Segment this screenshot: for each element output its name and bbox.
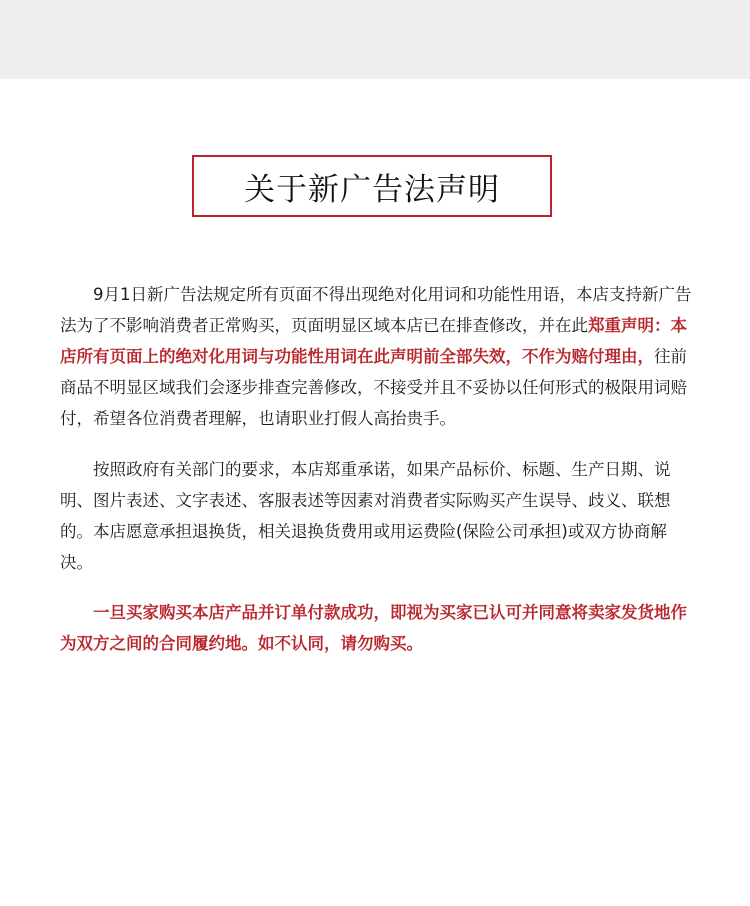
statement-paragraph-2: 按照政府有关部门的要求，本店郑重承诺，如果产品标价、标题、生产日期、说明、图片表述、文字表述、客服表述等因素对消费者实际购买产生误导、歧义、联想的。本店愿意承担退换货，相关退换货费用或用运费险(保险公司承担)或双方协商解决。: [60, 460, 671, 572]
top-gray-band: [0, 0, 750, 79]
statement-paragraph-1: [60, 279, 695, 434]
paragraph-1-outro: 往前商品不明显区域我们会逐步排查完善修改，不接受并且不妥协以任何形式的极限用词赔付，希望各位消费者理解，也请职业打假人高抬贵手。: [60, 347, 687, 428]
title-frame: [192, 155, 552, 217]
paragraph-1-highlight: 郑重声明：本店所有页面上的绝对化用词与功能性用词在此声明前全部失效，不作为赔付理由，: [60, 316, 687, 366]
page-title: 关于新广告法声明: [244, 171, 500, 208]
paragraph-1-intro: 9月1日新广告法规定所有页面不得出现绝对化用词和功能性用语，本店支持新广告法为了不影响消费者正常购买，页面明显区域本店已在排查修改，并在此: [60, 285, 692, 335]
statement-paragraph-3: 一旦买家购买本店产品并订单付款成功，即视为买家已认可并同意将卖家发货地作为双方之间的合同履约地。如不认同，请勿购买。: [60, 603, 687, 653]
